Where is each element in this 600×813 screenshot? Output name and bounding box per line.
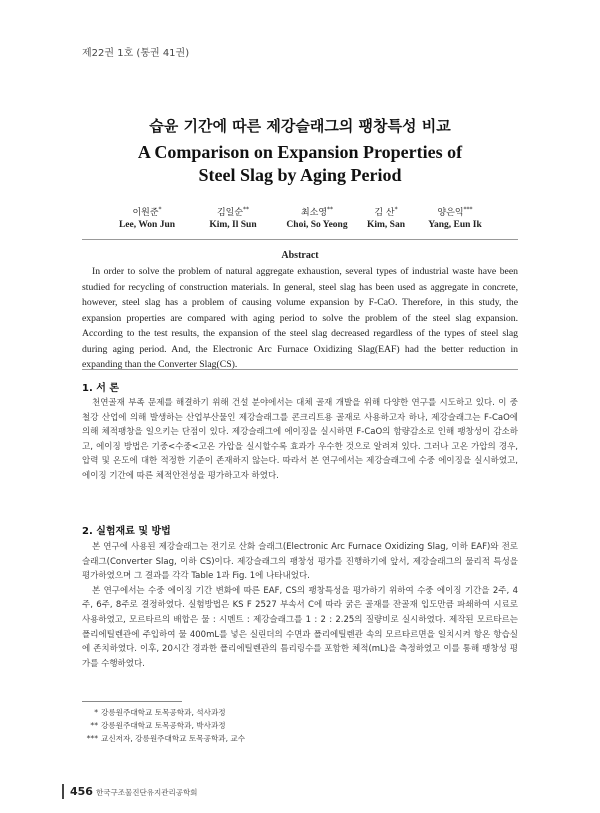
author-5-mark: *** xyxy=(463,206,473,213)
footnote-1-text: 강릉원주대학교 토목공학과, 석사과정 xyxy=(101,708,226,717)
footnote-2-mark: ** xyxy=(90,721,98,730)
author-3-kr: 최소영 xyxy=(300,208,328,218)
volume-header: 제22권 1호 (통권 41권) xyxy=(82,48,190,59)
author-2-en: Kim, Il Sun xyxy=(209,220,257,230)
footnote-3-mark: *** xyxy=(86,734,98,743)
footnote-1-mark: * xyxy=(94,708,98,717)
section-1-paragraph: 천연골재 부족 문제를 해결하기 위해 건설 분야에서는 대체 골재 개발을 위해 다양한 연구를 시도하고 있다. 이 중 철강 산업에 의해 발생하는 산업부산물인 제강슬래그를 콘크리트용 골재로 사용하고자 하나, 제강슬래그는 F-CaO에 의해 체적팽창을 일으키는 단점이 있다. 제강슬래그에 에이징을 실시하면 F-CaO의 함량감소로 인해 팽창성이 감소하고, 에이징 방법은 기중<수중<고온 가압을 실시할수록 효과가 우수한 것으로 알려져 있다. 그러나 고온 가압의 경우, 압력 및 온도에 대한 적정한 기준이 존재하지 않는다. 따라서 본 연구에서는 제강슬래그에 수중 에이징을 실시하였고, 에이징 기간에 따른 체적안전성을 평가하고자 하였다. xyxy=(82,398,518,481)
author-5-kr: 양은익 xyxy=(437,208,464,218)
english-title-line-1: A Comparison on Expansion Properties of xyxy=(137,142,463,162)
footnote-1 xyxy=(82,706,382,719)
section-1-body xyxy=(82,396,518,484)
english-title xyxy=(0,141,600,187)
english-title-line-2: Steel Slag by Aging Period xyxy=(198,165,402,185)
author-5 xyxy=(420,204,490,232)
abstract-heading: Abstract xyxy=(281,250,319,261)
author-4-kr: 김 산 xyxy=(374,208,395,218)
author-5-en: Yang, Eun Ik xyxy=(428,220,482,230)
author-4-mark: * xyxy=(394,206,398,213)
author-3-en: Choi, So Yeong xyxy=(286,220,348,230)
footnote-2-text: 강릉원주대학교 토목공학과, 박사과정 xyxy=(101,721,226,730)
author-4-en: Kim, San xyxy=(366,220,405,230)
page-number: 456 xyxy=(70,785,93,798)
section-2-paragraph-2: 본 연구에서는 수중 에이징 기간 변화에 따른 EAF, CS의 팽창특성을 평가하기 위하여 수중 에이징 기간을 2주, 4주, 6주, 8주로 결정하였다. 실험방법은 KS F 2527 부속서 C에 따라 굵은 골재를 잔골재 입도만큼 파쇄하여 시료로 사용하였고, 모르타르의 배합은 물 : 시멘트 : 제강슬래그를 1 : 2 : 2.25의 질량비로 실시하였다. 제작된 모르타르는 폴리에틸렌관에 주입하여 물 400mL를 넣은 실린더의 수면과 폴리에틸렌관 속의 모르타르면을 일치시켜 항온 항습실에 존치하였다. 이후, 20시간 경과한 폴리에틸렌관의 틈리링수를 포함한 체적(mL)을 측정하였고 이를 통해 팽창성 평가를 수행하였다. xyxy=(82,585,518,669)
footnote-3 xyxy=(82,732,382,745)
author-1 xyxy=(110,204,184,232)
author-1-kr: 이원준 xyxy=(132,208,159,218)
journal-name: 한국구조물진단유지관리공학회 xyxy=(96,788,198,797)
author-2-kr: 김일순 xyxy=(216,208,244,218)
footnote-2 xyxy=(82,719,382,732)
author-4 xyxy=(356,204,416,232)
author-2 xyxy=(196,204,270,232)
abstract-text: In order to solve the problem of natural aggregate exhaustion, several types of industrial waste have been studied for recycling of construction materials. In general, steel slag has been used as aggregate in concrete, however, steel slag has a problem of causing volume expansion by F-CaO. Therefore, in this study, the expansion properties are compared with aging period to solve the problem of the steel slag expansion. According to the test results, the expansion of the steel slag decreased regardless of the types of steel slag during aging period. And, the Electronic Arc Furnace Oxidizing Slag(EAF) had the better reduction in expanding than the Converter Slag(CS). xyxy=(82,266,518,370)
section-2-paragraph-1: 본 연구에 사용된 제강슬래그는 전기로 산화 슬래그(Electronic Arc Furnace Oxidizing Slag, 이하 EAF)와 전로 슬래그(Converter Slag, 이하 CS)이다. 제강슬래그의 팽창성 평가를 진행하기에 앞서, 제강슬래그의 물리적 특성을 평가하였으며 그 결과를 각각 Table 1과 Fig. 1에 나타내었다. xyxy=(82,542,518,582)
korean-title: 습윤 기간에 따른 제강슬래그의 팽창특성 비교 xyxy=(149,117,451,135)
author-3 xyxy=(274,204,360,232)
section-1-heading: 1. 서 론 xyxy=(82,383,120,394)
footnotes xyxy=(82,706,382,745)
footnote-3-text: 교신저자, 강릉원주대학교 토목공학과, 교수 xyxy=(101,734,246,743)
footnote-divider xyxy=(82,701,182,702)
author-1-mark: * xyxy=(158,206,162,213)
title-divider xyxy=(82,239,518,240)
section-2-heading: 2. 실험재료 및 방법 xyxy=(82,526,171,537)
author-list xyxy=(110,204,490,234)
author-3-mark: ** xyxy=(327,206,334,213)
author-2-mark: ** xyxy=(243,206,250,213)
abstract-divider xyxy=(82,369,518,370)
author-1-en: Lee, Won Jun xyxy=(118,220,176,230)
section-2-body xyxy=(82,540,518,671)
footer-bar xyxy=(62,784,64,799)
